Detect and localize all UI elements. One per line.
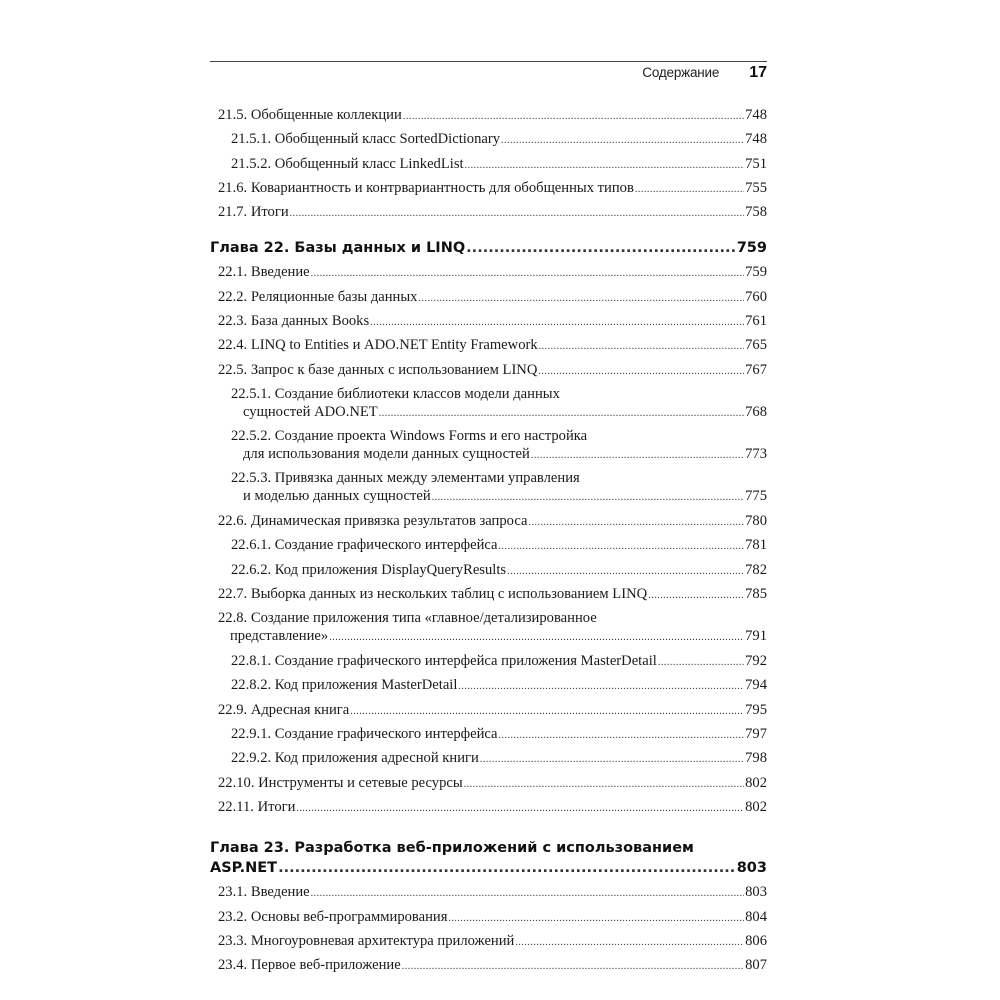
table-of-contents	[210, 104, 767, 978]
toc-entry[interactable]: 21.5. Обобщенные коллекции ..... 748	[218, 104, 767, 128]
toc-entry[interactable]: 22.6.2. Код приложения DisplayQueryResults ..... 782	[218, 559, 767, 583]
toc-entry[interactable]: 22.1. Введение ..... 759	[218, 261, 767, 285]
toc-entry[interactable]: 22.4. LINQ to Entities и ADO.NET Entity Framework ..... 765	[218, 334, 767, 358]
toc-entry[interactable]: 22.7. Выборка данных из нескольких таблиц с использованием LINQ ..... 785	[218, 583, 767, 607]
toc-entry[interactable]: 22.5.1. Создание библиотеки классов модели данных сущностей ADO.NET ..... 768	[218, 385, 767, 423]
toc-entry[interactable]: 22.10. Инструменты и сетевые ресурсы ..... 802	[218, 772, 767, 796]
toc-entry[interactable]: 22.9. Адресная книга ..... 795	[218, 699, 767, 723]
toc-entry[interactable]: 21.5.2. Обобщенный класс LinkedList ..... 751	[218, 153, 767, 177]
toc-entry[interactable]: 21.5.1. Обобщенный класс SortedDictionary ..... 748	[218, 128, 767, 152]
toc-chapter-23[interactable]: Глава 23. Разработка веб-приложений с использованием ASP.NET ..... 803	[210, 838, 767, 878]
toc-chapter-22[interactable]: Глава 22. Базы данных и LINQ ..... 759	[210, 238, 767, 258]
running-head	[642, 64, 767, 86]
toc-entry[interactable]: 22.9.1. Создание графического интерфейса ..... 797	[218, 723, 767, 747]
toc-entry[interactable]: 22.8.1. Создание графического интерфейса приложения MasterDetail ..... 792	[218, 650, 767, 674]
toc-entry[interactable]: 23.2. Основы веб-программирования ..... 804	[218, 906, 767, 930]
toc-entry[interactable]: 22.3. База данных Books ..... 761	[218, 310, 767, 334]
toc-entry[interactable]: 23.1. Введение ..... 803	[218, 881, 767, 905]
toc-entry[interactable]: 23.3. Многоуровневая архитектура приложений ..... 806	[218, 930, 767, 954]
toc-entry[interactable]: 22.11. Итоги ..... 802	[218, 796, 767, 820]
page-number: 17	[749, 64, 767, 81]
toc-entry[interactable]: 22.5.2. Создание проекта Windows Forms и его настройка для использования модели данных сущностей ..... 773	[218, 427, 767, 465]
toc-entry[interactable]: 22.6.1. Создание графического интерфейса ..... 781	[218, 534, 767, 558]
toc-entry[interactable]: 22.8. Создание приложения типа «главное/детализированное представление» ..... 791	[218, 609, 767, 647]
toc-entry[interactable]: 22.8.2. Код приложения MasterDetail ..... 794	[218, 674, 767, 698]
toc-entry[interactable]: 22.5. Запрос к базе данных с использованием LINQ ..... 767	[218, 359, 767, 383]
toc-entry[interactable]: 22.9.2. Код приложения адресной книги ..... 798	[218, 747, 767, 771]
running-head-title: Содержание	[642, 65, 720, 80]
toc-entry[interactable]: 21.6. Ковариантность и контрвариантность для обобщенных типов ..... 755	[218, 177, 767, 201]
header-rule	[210, 61, 767, 62]
toc-entry[interactable]: 23.4. Первое веб-приложение ..... 807	[218, 954, 767, 978]
toc-entry[interactable]: 22.6. Динамическая привязка результатов запроса ..... 780	[218, 510, 767, 534]
book-page	[210, 0, 767, 1000]
toc-entry[interactable]: 21.7. Итоги ..... 758	[218, 201, 767, 225]
toc-entry[interactable]: 22.2. Реляционные базы данных ..... 760	[218, 286, 767, 310]
toc-entry[interactable]: 22.5.3. Привязка данных между элементами управления и моделью данных сущностей ..... 775	[218, 469, 767, 507]
